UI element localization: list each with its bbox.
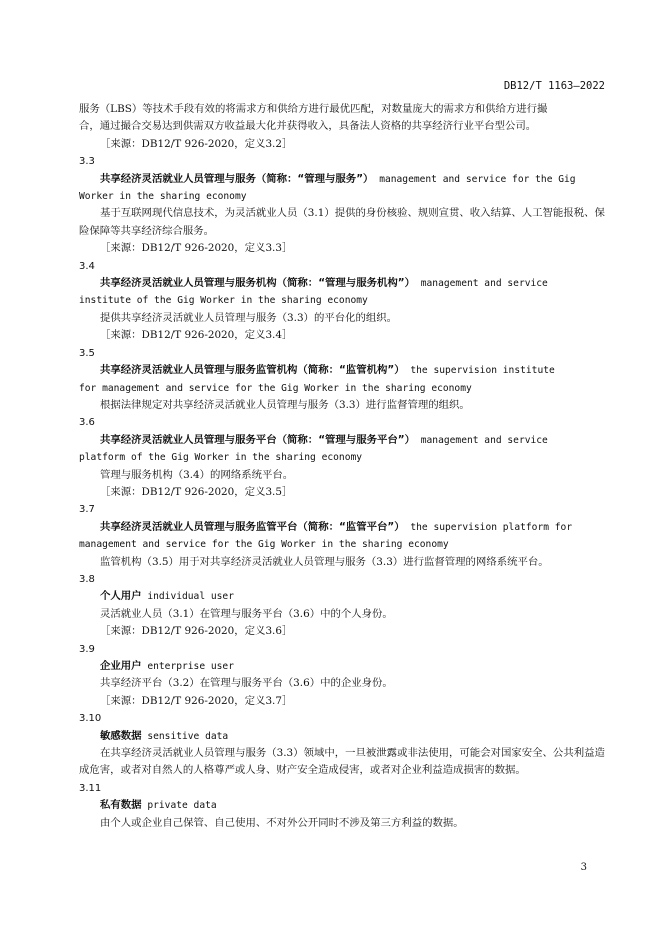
- term-english: management and service for the Gig: [373, 173, 576, 185]
- entry-3-9: [79, 641, 605, 711]
- term-english: enterprise user: [141, 661, 234, 672]
- term-english-continued: platform of the Gig Worker in the sharing economy: [79, 452, 363, 464]
- entry-3-7: [79, 501, 605, 571]
- term-english: management and service: [414, 434, 548, 446]
- definition: 由个人或企业自己保管、自己使用、不对外公开同时不涉及第三方利益的数据。: [100, 816, 464, 829]
- entry-3-10: [79, 710, 605, 780]
- term-chinese: 共享经济灵活就业人员管理与服务机构（简称：“管理与服务机构”）: [100, 277, 415, 290]
- document-id-header: DB12/T 1163—2022: [503, 80, 605, 92]
- entry-3-8: [79, 571, 605, 641]
- entry-3-11: [79, 780, 605, 832]
- source-citation: ［来源：DB12/T 926-2020，定义3.3］: [100, 242, 293, 255]
- term-english: sensitive data: [141, 730, 229, 742]
- term-chinese: 共享经济灵活就业人员管理与服务监管机构（简称：“监管机构”）: [100, 364, 405, 377]
- source-citation: ［来源：DB12/T 926-2020，定义3.4］: [100, 329, 293, 342]
- definition: 在共享经济灵活就业人员管理与服务（3.3）领域中，一旦被泄露或非法使用，可能会对国家安全、公共利益造成危害，或者对自然人的人格尊严或人身、财产安全造成侵害，或者对企业利益造成损害的数据。: [79, 747, 605, 777]
- term-english-continued: for management and service for the Gig Worker in the sharing economy: [79, 382, 472, 394]
- term-chinese: 共享经济灵活就业人员管理与服务监管平台（简称：“监管平台”）: [100, 520, 405, 533]
- source-citation: ［来源：DB12/T 926-2020，定义3.5］: [100, 485, 293, 498]
- definition: 根据法律规定对共享经济灵活就业人员管理与服务（3.3）进行监督管理的组织。: [100, 398, 470, 411]
- entry-3-3: [79, 153, 605, 257]
- intro-line-1: 服务（LBS）等技术手段有效的将需求方和供给方进行最优匹配，对数量庞大的需求方和供给方进行撮: [79, 103, 548, 115]
- term-chinese: 个人用户: [100, 590, 142, 603]
- term-chinese: 私有数据: [100, 799, 142, 812]
- definition: 灵活就业人员（3.1）在管理与服务平台（3.6）中的个人身份。: [100, 607, 393, 620]
- entry-number: 3.5: [79, 347, 95, 359]
- definition: 监管机构（3.5）用于对共享经济灵活就业人员管理与服务（3.3）进行监督管理的网络系统平台。: [100, 555, 549, 568]
- definition: 管理与服务机构（3.4）的网络系统平台。: [100, 468, 294, 481]
- entry-number: 3.6: [79, 417, 95, 429]
- term-chinese: 敏感数据: [100, 729, 142, 742]
- source-citation: ［来源：DB12/T 926-2020，定义3.6］: [100, 625, 293, 638]
- page-number: 3: [580, 862, 587, 873]
- term-english: the supervision platform for: [404, 521, 573, 533]
- entry-3-6: [79, 414, 605, 501]
- term-english-continued: Worker in the sharing economy: [79, 191, 247, 203]
- term-chinese: 共享经济灵活就业人员管理与服务（简称：“管理与服务”）: [100, 172, 374, 185]
- entry-number: 3.9: [79, 643, 95, 655]
- term-english-continued: institute of the Gig Worker in the sharing economy: [79, 295, 368, 307]
- definition: 共享经济平台（3.2）在管理与服务平台（3.6）中的企业身份。: [100, 677, 393, 690]
- term-english: the supervision institute: [404, 365, 555, 377]
- definition: 基于互联网现代信息技术，为灵活就业人员（3.1）提供的身份核验、规则宣贯、收入结算、人工智能报税、保险保障等共享经济综合服务。: [79, 207, 605, 237]
- entry-number: 3.7: [79, 504, 95, 516]
- entry-number: 3.8: [79, 573, 95, 585]
- entry-number: 3.11: [79, 782, 102, 794]
- definition: 提供共享经济灵活就业人员管理与服务（3.3）的平台化的组织。: [100, 311, 398, 324]
- term-english-continued: management and service for the Gig Worker in the sharing economy: [79, 539, 449, 551]
- term-english: individual user: [141, 591, 234, 603]
- document-body: [79, 101, 605, 832]
- intro-source: ［来源：DB12/T 926-2020，定义3.2］: [100, 137, 293, 150]
- term-chinese: 企业用户: [100, 660, 142, 672]
- term-chinese: 共享经济灵活就业人员管理与服务平台（简称：“管理与服务平台”）: [100, 433, 415, 446]
- entry-3-4: [79, 258, 605, 345]
- entry-number: 3.10: [79, 713, 102, 725]
- term-english: private data: [141, 800, 217, 812]
- entry-number: 3.3: [79, 156, 95, 168]
- intro-line-2: 合，通过撮合交易达到供需双方收益最大化并获得收入，具备法人资格的共享经济行业平台型公司。: [79, 120, 537, 133]
- source-citation: ［来源：DB12/T 926-2020，定义3.7］: [100, 694, 293, 707]
- entry-3-5: [79, 345, 605, 415]
- term-english: management and service: [414, 278, 548, 290]
- entry-number: 3.4: [79, 260, 95, 272]
